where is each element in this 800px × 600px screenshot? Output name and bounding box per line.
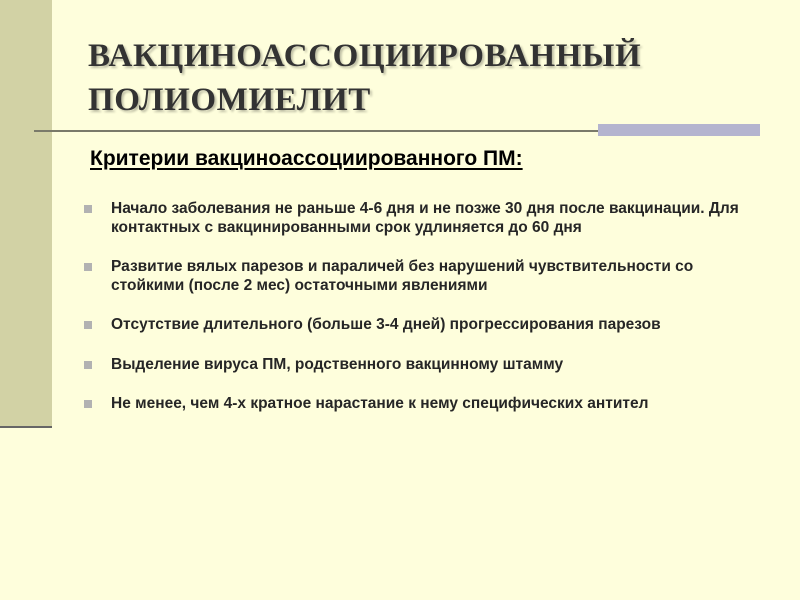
list-item — [80, 200, 760, 237]
list-item — [80, 356, 760, 375]
list-item — [80, 316, 760, 335]
bullet-text: Не менее, чем 4-х кратное нарастание к нему специфических антител — [111, 395, 649, 412]
slide-title — [88, 34, 768, 122]
side-decor-band — [0, 0, 52, 427]
square-bullet-icon — [84, 361, 92, 369]
slide-subtitle: Критерии вакциноассоциированного ПМ: — [90, 147, 523, 170]
square-bullet-icon — [84, 400, 92, 408]
title-accent-bar — [598, 124, 760, 136]
bullet-text: Отсутствие длительного (больше 3-4 дней) прогрессирования парезов — [111, 316, 661, 333]
square-bullet-icon — [84, 205, 92, 213]
bullet-text: Выделение вируса ПМ, родственного вакцинному штамму — [111, 355, 564, 373]
bullet-text: Развитие вялых парезов и параличей без нарушений чувствительности со стойкими (после 2 мес) остаточными явлениями — [111, 258, 694, 294]
square-bullet-icon — [84, 321, 92, 329]
title-line-2: ПОЛИОМИЕЛИТ — [88, 82, 371, 118]
title-line-1: ВАКЦИНОАССОЦИИРОВАННЫЙ — [88, 38, 642, 74]
criteria-list — [80, 200, 760, 435]
side-band-divider — [0, 426, 52, 428]
bullet-text: Начало заболевания не раньше 4-6 дня и не позже 30 дня после вакцинации. Для контактных с вакцинированными срок удлиняется до 60 дня — [111, 200, 739, 236]
square-bullet-icon — [84, 263, 92, 271]
list-item — [80, 395, 760, 414]
list-item — [80, 258, 760, 295]
